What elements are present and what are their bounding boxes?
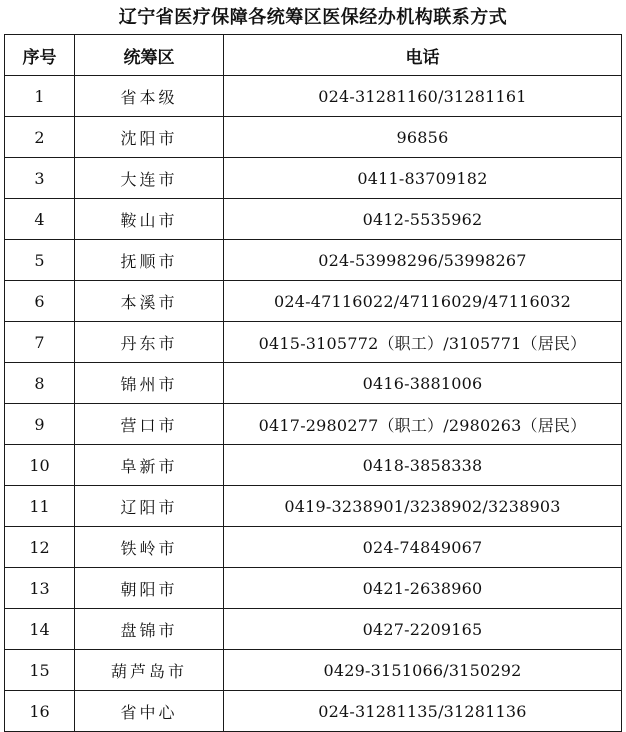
cell-no: 14 (5, 609, 75, 650)
cell-phone: 0418-3858338 (224, 445, 622, 486)
header-phone: 电话 (224, 35, 622, 76)
cell-region: 盘锦市 (75, 609, 224, 650)
table-row (5, 117, 622, 158)
cell-no: 12 (5, 527, 75, 568)
cell-region: 朝阳市 (75, 568, 224, 609)
page-title: 辽宁省医疗保障各统筹区医保经办机构联系方式 (118, 7, 508, 28)
table-row (5, 281, 622, 322)
cell-region: 本溪市 (75, 281, 224, 322)
table-row (5, 199, 622, 240)
table-row (5, 650, 622, 691)
cell-no: 3 (5, 158, 75, 199)
table-header-row (5, 35, 622, 76)
cell-no: 5 (5, 240, 75, 281)
cell-region: 辽阳市 (75, 486, 224, 527)
cell-phone: 0421-2638960 (224, 568, 622, 609)
cell-region: 沈阳市 (75, 117, 224, 158)
cell-region: 铁岭市 (75, 527, 224, 568)
cell-phone: 0411-83709182 (224, 158, 622, 199)
table-row (5, 691, 622, 732)
cell-phone: 0412-5535962 (224, 199, 622, 240)
cell-no: 15 (5, 650, 75, 691)
table-row (5, 568, 622, 609)
cell-no: 7 (5, 322, 75, 363)
table-row (5, 609, 622, 650)
cell-region: 鞍山市 (75, 199, 224, 240)
cell-region: 省本级 (75, 76, 224, 117)
cell-no: 4 (5, 199, 75, 240)
table-row (5, 445, 622, 486)
header-no: 序号 (5, 35, 75, 76)
table-row (5, 404, 622, 445)
cell-no: 9 (5, 404, 75, 445)
table-row (5, 527, 622, 568)
cell-phone: 024-47116022/47116029/47116032 (224, 281, 622, 322)
cell-phone: 024-31281160/31281161 (224, 76, 622, 117)
cell-phone: 0416-3881006 (224, 363, 622, 404)
cell-no: 11 (5, 486, 75, 527)
cell-phone: 96856 (224, 117, 622, 158)
cell-region: 省中心 (75, 691, 224, 732)
table-row (5, 158, 622, 199)
cell-region: 大连市 (75, 158, 224, 199)
contacts-table (4, 34, 622, 732)
header-region: 统筹区 (75, 35, 224, 76)
cell-phone: 024-53998296/53998267 (224, 240, 622, 281)
cell-no: 1 (5, 76, 75, 117)
cell-region: 抚顺市 (75, 240, 224, 281)
cell-no: 16 (5, 691, 75, 732)
cell-no: 2 (5, 117, 75, 158)
cell-phone: 0427-2209165 (224, 609, 622, 650)
cell-no: 6 (5, 281, 75, 322)
table-row (5, 240, 622, 281)
cell-no: 8 (5, 363, 75, 404)
table-row (5, 76, 622, 117)
cell-no: 13 (5, 568, 75, 609)
cell-region: 阜新市 (75, 445, 224, 486)
cell-phone: 0419-3238901/3238902/3238903 (224, 486, 622, 527)
cell-region: 锦州市 (75, 363, 224, 404)
table-row (5, 486, 622, 527)
cell-phone: 0415-3105772（职工）/3105771（居民） (224, 322, 622, 363)
cell-phone: 0417-2980277（职工）/2980263（居民） (224, 404, 622, 445)
table-row (5, 322, 622, 363)
cell-no: 10 (5, 445, 75, 486)
cell-region: 葫芦岛市 (75, 650, 224, 691)
cell-phone: 0429-3151066/3150292 (224, 650, 622, 691)
cell-phone: 024-31281135/31281136 (224, 691, 622, 732)
cell-phone: 024-74849067 (224, 527, 622, 568)
cell-region: 丹东市 (75, 322, 224, 363)
cell-region: 营口市 (75, 404, 224, 445)
table-row (5, 363, 622, 404)
